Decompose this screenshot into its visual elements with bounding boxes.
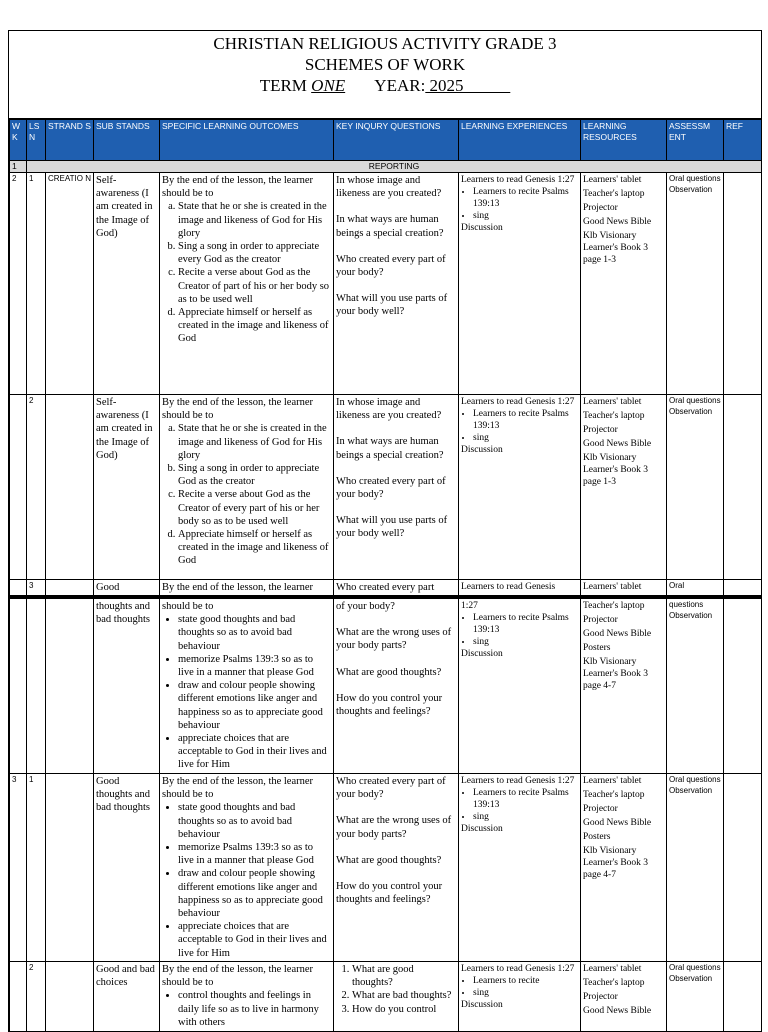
strand-cell xyxy=(46,599,94,774)
resource-item: Good News Bible xyxy=(583,818,652,828)
outcome-item: c. Recite a verse about God as the Creator of part of his or her body so as to be used well xyxy=(178,266,331,306)
outcomes-list xyxy=(162,422,331,567)
experience-outro: Discussion xyxy=(461,223,503,233)
resource-item: Klb Visionary Learner's Book 3 page 1-3 xyxy=(583,231,649,265)
col-header: KEY INQURY QUESTIONS xyxy=(334,120,459,161)
week-cell xyxy=(10,962,27,1032)
outcome-item: • control thoughts and feelings in daily life so as to live in harmony with others xyxy=(178,989,331,1029)
experience-item: • sing xyxy=(473,210,578,222)
resources-cell xyxy=(581,395,667,580)
resources-cell xyxy=(581,173,667,395)
experience-list xyxy=(461,186,578,222)
document-header xyxy=(9,31,761,119)
lesson-cell: 2 xyxy=(27,962,46,1032)
year-label: YEAR: xyxy=(374,76,426,95)
experience-item: • sing xyxy=(473,987,578,999)
scheme-page-1 xyxy=(8,30,762,597)
substrand-cell: Good thoughts and bad thoughts xyxy=(94,774,160,962)
substrand-cell: Self-awareness (I am created in the Image of God) xyxy=(94,173,160,395)
experience-item: • sing xyxy=(473,636,578,648)
inquiry-question: Who created every part of your body? xyxy=(336,475,446,501)
assessment-cell: Oral questions Observation xyxy=(667,395,724,580)
lesson-cell: 1 xyxy=(27,173,46,395)
resource-item: Teacher's laptop xyxy=(583,978,645,988)
resources-cell xyxy=(581,962,667,1032)
week-cell xyxy=(10,395,27,580)
outcomes-list xyxy=(162,613,331,771)
col-header: ASSESSM ENT xyxy=(667,120,724,161)
col-header: REF xyxy=(724,120,762,161)
experience-outro: Discussion xyxy=(461,1000,503,1010)
outcome-item: • appreciate choices that are acceptable to God in their lives and live for Him xyxy=(178,732,331,772)
resource-item: Good News Bible xyxy=(583,439,652,449)
lesson-cell: 1 xyxy=(27,774,46,962)
experience-list xyxy=(461,612,578,648)
outcomes-intro: By the end of the lesson, the learner should be to xyxy=(162,175,314,200)
col-header: STRAND S xyxy=(46,120,94,161)
experience-item: • Learners to recite Psalms 139:13 xyxy=(473,612,578,636)
resource-item: Learners' tablet xyxy=(583,776,642,786)
inquiry-question: What are the wrong uses of your body parts? xyxy=(336,627,452,652)
col-header: LEARNING RESOURCES xyxy=(581,120,667,161)
table-row xyxy=(10,580,762,596)
experience-intro: 1:27 xyxy=(461,601,478,611)
assessment-cell: questions Observation xyxy=(667,599,724,774)
outcome-item: • memorize Psalms 139:3 so as to live in a manner that please God xyxy=(178,653,331,679)
questions-cell xyxy=(334,173,459,395)
term-value: ONE xyxy=(311,76,346,95)
experiences-cell xyxy=(459,599,581,774)
col-header: LEARNING EXPERIENCES xyxy=(459,120,581,161)
resource-item: Projector xyxy=(583,615,618,625)
inquiry-question: What are the wrong uses of your body parts? xyxy=(336,815,452,840)
resource-item: Posters xyxy=(583,643,611,653)
experience-item: • Learners to recite Psalms 139:13 xyxy=(473,186,578,210)
inquiry-question: What will you use parts of your body well? xyxy=(336,293,448,318)
experiences-cell xyxy=(459,962,581,1032)
inquiry-question: Who created every part of your body? xyxy=(336,776,446,801)
inquiry-question: 3. How do you control xyxy=(352,1003,456,1016)
substrand-cell: thoughts and bad thoughts xyxy=(94,599,160,774)
substrand-cell: Good xyxy=(94,580,160,596)
ref-cell xyxy=(724,774,762,962)
week-cell xyxy=(10,580,27,596)
table-row xyxy=(10,395,762,580)
outcome-item: • draw and colour people showing different emotions like anger and happiness so as to appreciate good behaviour xyxy=(178,679,331,732)
substrand-cell: Self-awareness (I am created in the Image of God) xyxy=(94,395,160,580)
table-row xyxy=(10,774,762,962)
year-value: 2025 xyxy=(425,76,511,95)
experience-item: • Learners to recite xyxy=(473,975,578,987)
experience-intro: Learners to read Genesis 1:27 xyxy=(461,175,575,185)
ref-cell xyxy=(724,395,762,580)
outcomes-cell xyxy=(160,599,334,774)
inquiry-question: In whose image and likeness are you created? xyxy=(336,175,442,200)
table-row xyxy=(10,173,762,395)
resource-item: Projector xyxy=(583,203,618,213)
resource-item: Good News Bible xyxy=(583,1006,652,1016)
outcomes-cell xyxy=(160,395,334,580)
table-row xyxy=(10,962,762,1032)
ref-cell xyxy=(724,173,762,395)
resource-item: Klb Visionary Learner's Book 3 page 1-3 xyxy=(583,453,649,487)
questions-list xyxy=(336,963,456,1016)
outcomes-cell: By the end of the lesson, the learner xyxy=(160,580,334,596)
scheme-page-2 xyxy=(8,597,762,1032)
col-header: SPECIFIC LEARNING OUTCOMES xyxy=(160,120,334,161)
document-title: CHRISTIAN RELIGIOUS ACTIVITY GRADE 3 xyxy=(213,34,557,53)
strand-cell xyxy=(46,962,94,1032)
strand-cell xyxy=(46,395,94,580)
experiences-cell xyxy=(459,774,581,962)
experiences-cell xyxy=(459,395,581,580)
questions-cell xyxy=(334,395,459,580)
outcomes-intro: should be to xyxy=(162,601,214,612)
resources-cell xyxy=(581,599,667,774)
resource-item: Good News Bible xyxy=(583,217,652,227)
substrand-cell: Good and bad choices xyxy=(94,962,160,1032)
resource-item: Klb Visionary Learner's Book 3 page 4-7 xyxy=(583,657,649,691)
resource-item: Projector xyxy=(583,992,618,1002)
resources-cell: Learners' tablet xyxy=(581,580,667,596)
inquiry-question: In whose image and likeness are you created? xyxy=(336,397,442,422)
outcomes-list xyxy=(162,200,331,345)
outcome-item: b. Sing a song in order to appreciate every God as the creator xyxy=(178,240,331,266)
week-cell: 2 xyxy=(10,173,27,395)
questions-cell xyxy=(334,774,459,962)
resource-item: Learners' tablet xyxy=(583,175,642,185)
experience-item: • Learners to recite Psalms 139:13 xyxy=(473,787,578,811)
term-year-line xyxy=(9,75,761,96)
lesson-cell: 3 xyxy=(27,580,46,596)
experience-item: • sing xyxy=(473,432,578,444)
resources-cell xyxy=(581,774,667,962)
resource-item: Learners' tablet xyxy=(583,397,642,407)
assessment-cell: Oral questions Observation xyxy=(667,173,724,395)
inquiry-question: What are good thoughts? xyxy=(336,666,442,678)
experiences-cell: Learners to read Genesis xyxy=(459,580,581,596)
strand-cell xyxy=(46,774,94,962)
inquiry-question: How do you control your thoughts and feelings? xyxy=(336,881,443,906)
resource-item: Teacher's laptop xyxy=(583,411,645,421)
lesson-cell xyxy=(27,599,46,774)
outcomes-list xyxy=(162,989,331,1029)
outcome-item: • memorize Psalms 139:3 so as to live in a manner that please God xyxy=(178,841,331,867)
experience-intro: Learners to read Genesis 1:27 xyxy=(461,776,575,786)
outcomes-cell xyxy=(160,173,334,395)
resource-item: Learners' tablet xyxy=(583,964,642,974)
resource-item: Teacher's laptop xyxy=(583,790,645,800)
resource-item: Good News Bible xyxy=(583,629,652,639)
experience-list xyxy=(461,787,578,823)
outcomes-intro: By the end of the lesson, the learner should be to xyxy=(162,964,314,989)
outcome-item: d. Appreciate himself or herself as created in the image and likeness of God xyxy=(178,306,331,346)
assessment-cell: Oral xyxy=(667,580,724,596)
experiences-cell xyxy=(459,173,581,395)
document-subtitle: SCHEMES OF WORK xyxy=(304,55,466,74)
outcome-item: • state good thoughts and bad thoughts so as to avoid bad behaviour xyxy=(178,801,331,841)
inquiry-question: What will you use parts of your body well? xyxy=(336,515,448,540)
experience-item: • Learners to recite Psalms 139:13 xyxy=(473,408,578,432)
questions-cell: Who created every part xyxy=(334,580,459,596)
experience-list xyxy=(461,408,578,444)
outcome-item: d. Appreciate himself or herself as created in the image and likeness of God xyxy=(178,528,331,568)
experience-outro: Discussion xyxy=(461,824,503,834)
experience-item: • sing xyxy=(473,811,578,823)
outcomes-cell xyxy=(160,774,334,962)
lesson-cell: 2 xyxy=(27,395,46,580)
inquiry-question: How do you control your thoughts and feelings? xyxy=(336,692,443,718)
experience-outro: Discussion xyxy=(461,649,503,659)
reporting-label: REPORTING xyxy=(27,161,762,173)
outcome-item: • draw and colour people showing different emotions like anger and happiness so as to appreciate good behaviour xyxy=(178,867,331,920)
resource-item: Teacher's laptop xyxy=(583,189,645,199)
scheme-table xyxy=(9,119,762,596)
inquiry-question: 2. What are bad thoughts? xyxy=(352,989,456,1002)
resource-item: Klb Visionary Learner's Book 3 page 4-7 xyxy=(583,846,649,880)
experience-list xyxy=(461,975,578,999)
assessment-cell: Oral questions Observation xyxy=(667,962,724,1032)
questions-cell xyxy=(334,599,459,774)
outcomes-list xyxy=(162,801,331,959)
resource-item: Posters xyxy=(583,832,611,842)
inquiry-question: 1. What are good thoughts? xyxy=(352,963,456,989)
resource-item: Projector xyxy=(583,425,618,435)
assessment-cell: Oral questions Observation xyxy=(667,774,724,962)
ref-cell xyxy=(724,599,762,774)
strand-cell: CREATIO N xyxy=(46,173,94,395)
outcome-item: b. Sing a song in order to appreciate God as the creator xyxy=(178,462,331,488)
col-header: SUB STANDS xyxy=(94,120,160,161)
resource-item: Projector xyxy=(583,804,618,814)
table-row xyxy=(10,599,762,774)
resource-item: Teacher's laptop xyxy=(583,601,645,611)
ref-cell xyxy=(724,580,762,596)
col-header: LS N xyxy=(27,120,46,161)
outcome-item: a. State that he or she is created in the image and likeness of God for His glory xyxy=(178,422,331,462)
outcomes-intro: By the end of the lesson, the learner should be to xyxy=(162,397,314,422)
inquiry-question: What are good thoughts? xyxy=(336,854,442,866)
outcome-item: a. State that he or she is created in the image and likeness of God for His glory xyxy=(178,200,331,240)
experience-outro: Discussion xyxy=(461,445,503,455)
outcomes-cell xyxy=(160,962,334,1032)
week-cell: 1 xyxy=(10,161,27,173)
outcome-item: • appreciate choices that are acceptable to God in their lives and live for Him xyxy=(178,920,331,960)
week-cell: 3 xyxy=(10,774,27,962)
outcome-item: c. Recite a verse about God as the Creator of every part of his or her body so as to be used well xyxy=(178,488,331,528)
scheme-table-continued xyxy=(9,598,762,1032)
experience-intro: Learners to read Genesis 1:27 xyxy=(461,964,575,974)
col-header: W K xyxy=(10,120,27,161)
table-header-row xyxy=(10,120,762,161)
outcomes-intro: By the end of the lesson, the learner should be to xyxy=(162,776,314,801)
strand-cell xyxy=(46,580,94,596)
questions-cell xyxy=(334,962,459,1032)
inquiry-question: of your body? xyxy=(336,601,395,612)
term-label: TERM xyxy=(259,76,307,95)
ref-cell xyxy=(724,962,762,1032)
experience-intro: Learners to read Genesis 1:27 xyxy=(461,397,575,407)
inquiry-question: Who created every part of your body? xyxy=(336,253,446,279)
outcome-item: • state good thoughts and bad thoughts so as to avoid bad behaviour xyxy=(178,613,331,653)
reporting-row xyxy=(10,161,762,173)
inquiry-question: In what ways are human beings a special creation? xyxy=(336,214,444,239)
week-cell xyxy=(10,599,27,774)
inquiry-question: In what ways are human beings a special creation? xyxy=(336,436,444,461)
